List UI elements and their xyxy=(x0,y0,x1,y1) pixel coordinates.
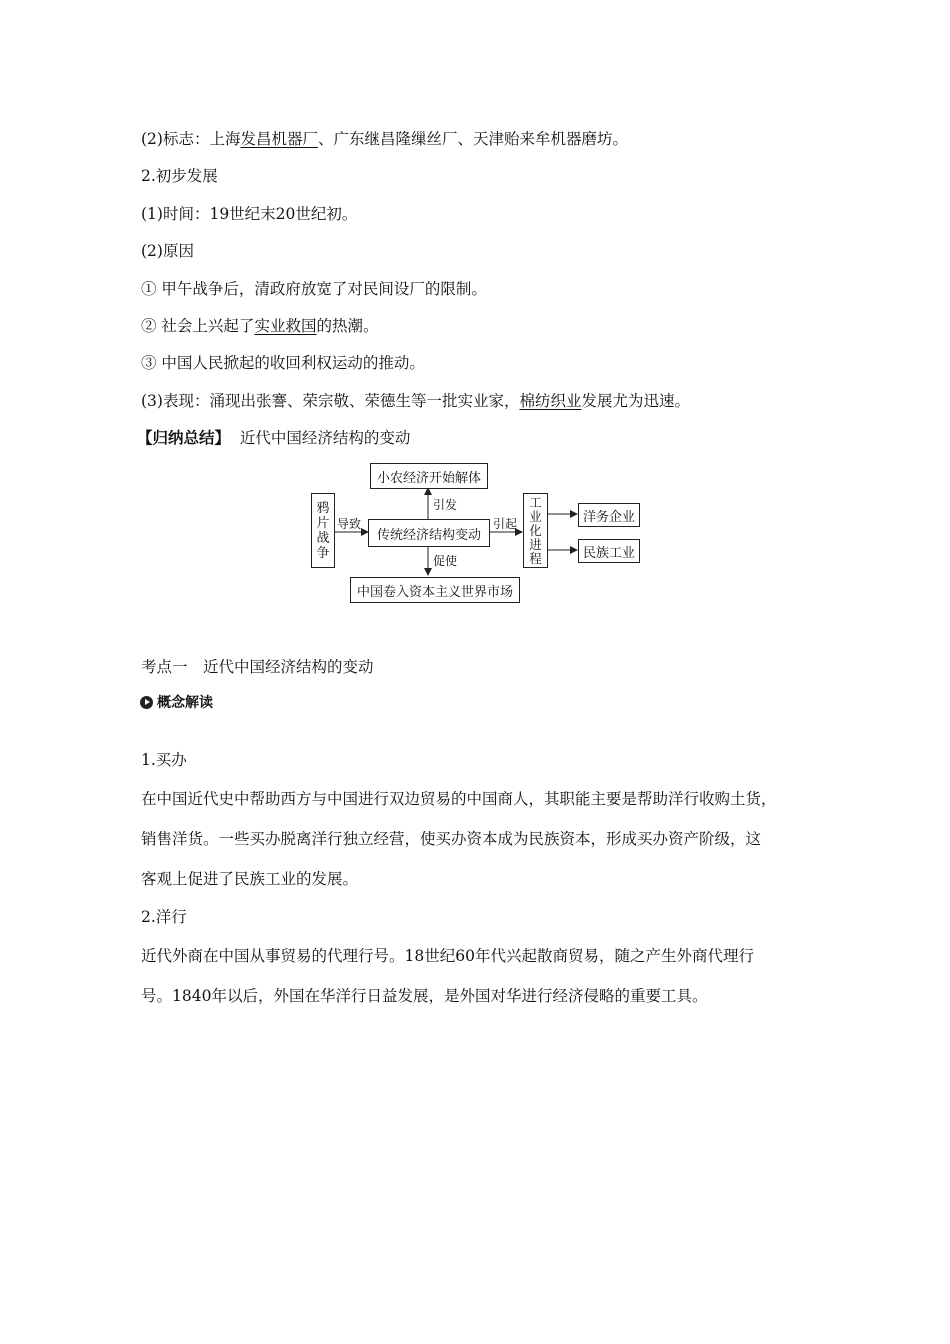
line-marks: (2)标志：上海发昌机器厂、广东继昌隆缫丝厂、天津贻来牟机器磨坊。 xyxy=(141,130,628,148)
label-promote: 促使 xyxy=(433,554,458,568)
section-heading: 考点一 近代中国经济结构的变动 xyxy=(141,658,374,676)
item2-para-line2: 号。1840年以后，外国在华洋行日益发展，是外国对华进行经济侵略的重要工具。 xyxy=(141,987,708,1005)
item2-title: 2.洋行 xyxy=(141,908,187,926)
diagram-connectors xyxy=(0,0,950,620)
box-world-market: 中国卷入资本主义世界市场 xyxy=(350,577,520,603)
line-reason-3: ③ 中国人民掀起的收回利权运动的推动。 xyxy=(141,354,425,372)
play-icon xyxy=(140,696,153,709)
item1-para-line3: 客观上促进了民族工业的发展。 xyxy=(141,870,359,888)
label-cause: 引起 xyxy=(493,517,518,531)
item2-para-line1: 近代外商在中国从事贸易的代理行号。18世纪60年代兴起散商贸易，随之产生外商代理行 xyxy=(141,947,754,965)
box-national-industry: 民族工业 xyxy=(578,539,640,563)
box-traditional-structure-change: 传统经济结构变动 xyxy=(368,519,490,547)
line-reasons: (2)原因 xyxy=(141,242,194,260)
summary-title: 近代中国经济结构的变动 xyxy=(239,429,411,447)
item1-para-line2: 销售洋货。一些买办脱离洋行独立经营，使买办资本成为民族资本，形成买办资产阶级，这 xyxy=(141,830,762,848)
box-opium-war: 鸦 片 战 争 xyxy=(311,493,335,568)
summary-label: 【归纳总结】 xyxy=(137,428,231,447)
line-reason-2: ② 社会上兴起了实业救国的热潮。 xyxy=(141,317,379,335)
underlined-term: 实业救国 xyxy=(254,317,317,335)
item1-title: 1.买办 xyxy=(141,751,187,769)
underlined-term: 发昌机器厂 xyxy=(240,130,318,148)
underlined-term: 棉纺织业 xyxy=(519,392,582,410)
box-smallholder-economy: 小农经济开始解体 xyxy=(370,463,488,489)
box-westernization-enterprises: 洋务企业 xyxy=(578,503,640,527)
line-time: (1)时间：19世纪末20世纪初。 xyxy=(141,205,358,223)
label-trigger: 引发 xyxy=(433,498,458,512)
summary-heading xyxy=(137,428,410,448)
box-industrialization: 工 业 化 进 程 xyxy=(523,493,548,568)
line-reason-1: ① 甲午战争后，清政府放宽了对民间设厂的限制。 xyxy=(141,280,487,298)
label-lead: 导致 xyxy=(337,517,362,531)
item1-para-line1: 在中国近代史中帮助西方与中国进行双边贸易的中国商人，其职能主要是帮助洋行收购土货， xyxy=(141,790,777,808)
line-heading-development: 2.初步发展 xyxy=(141,167,218,185)
concept-heading: 概念解读 xyxy=(140,693,213,713)
line-performance: (3)表现：涌现出张謇、荣宗敬、荣德生等一批实业家，棉纺织业发展尤为迅速。 xyxy=(141,392,690,410)
